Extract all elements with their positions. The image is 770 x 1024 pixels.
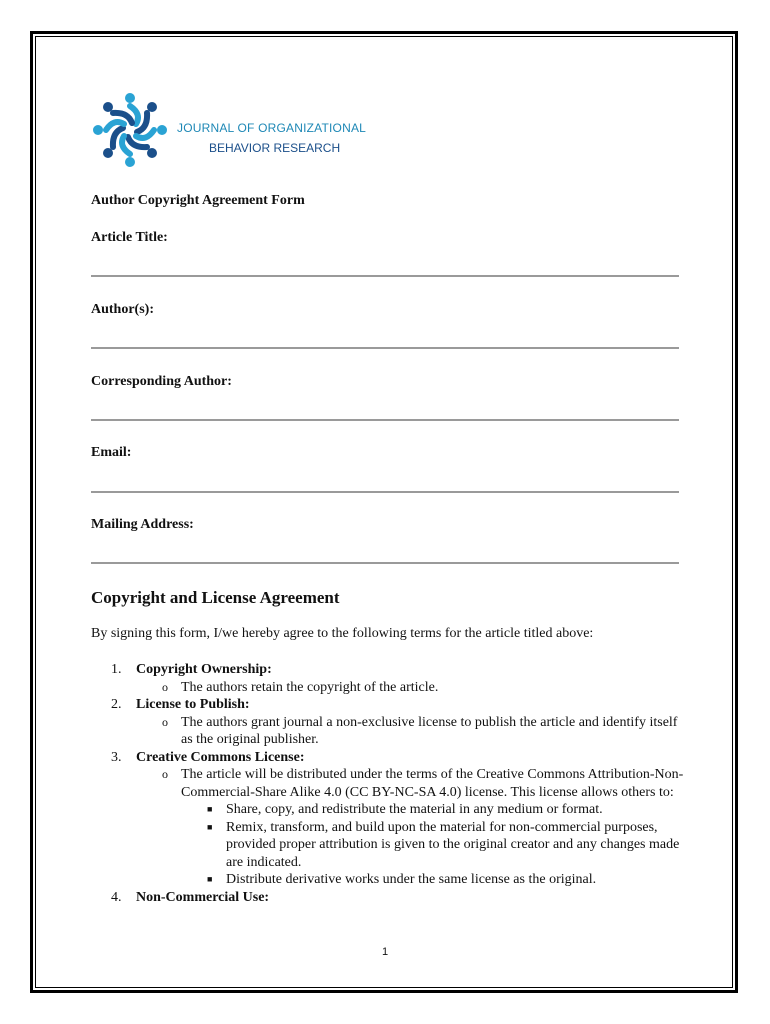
agreement-heading: Copyright and License Agreement (91, 588, 340, 607)
item-title: Non-Commercial Use: (136, 889, 270, 905)
bullet-item (181, 871, 691, 889)
bullet-text: Share, copy, and redistribute the material in any medium or format. (226, 802, 603, 817)
list-item (91, 749, 691, 889)
sub-item-text: The article will be distributed under the terms of the Creative Commons Attribution-Non-Commercial-Share Alike 4.0 (CC BY-NC-SA 4.0) license. This license allows others to: (181, 767, 684, 800)
list-item (91, 661, 691, 696)
item-title: License to Publish: (136, 697, 250, 712)
item-number: 4. (111, 889, 122, 905)
square-bullet-icon: ■ (207, 804, 213, 814)
email-label: Email: (91, 445, 132, 460)
email-line[interactable] (91, 491, 679, 493)
mailing-address-label: Mailing Address: (91, 517, 194, 532)
item-title: Copyright Ownership: (136, 662, 272, 677)
bullet-text: Remix, transform, and build upon the material for non-commercial purposes, provided proper attribution is given to the original creator and any changes made are indicated. (226, 819, 680, 870)
article-title-line[interactable] (91, 275, 679, 277)
circle-bullet-icon: o (162, 714, 168, 729)
sub-item-text: The authors retain the copyright of the article. (181, 679, 439, 695)
item-title: Creative Commons License: (136, 749, 305, 765)
list-item (91, 889, 691, 907)
journal-name-line2: BEHAVIOR RESEARCH (209, 141, 341, 155)
journal-name (177, 118, 366, 158)
sub-item (136, 766, 691, 889)
page-number: 1 (381, 946, 389, 958)
journal-name-line1: JOURNAL OF ORGANIZATIONAL (177, 121, 367, 135)
bullet-item (181, 801, 691, 819)
mailing-address-line[interactable] (91, 562, 679, 564)
corresponding-author-line[interactable] (91, 419, 679, 421)
form-title: Author Copyright Agreement Form (91, 193, 305, 208)
corresponding-author-label: Corresponding Author: (91, 374, 232, 389)
item-number: 2. (111, 697, 122, 712)
sub-item (136, 714, 691, 749)
agreement-intro: By signing this form, I/we hereby agree to the following terms for the article titled above: (91, 626, 594, 641)
item-number: 3. (111, 749, 122, 765)
square-bullet-icon: ■ (207, 821, 213, 832)
agreement-list (91, 661, 691, 906)
sub-item (136, 679, 691, 697)
list-item (91, 696, 691, 749)
circle-bullet-icon: o (162, 767, 168, 781)
bullet-item (181, 819, 691, 872)
bullet-text: Distribute derivative works under the same license as the original. (226, 872, 597, 887)
square-bullet-icon: ■ (207, 874, 213, 884)
authors-line[interactable] (91, 347, 679, 349)
sub-item-text: The authors grant journal a non-exclusive license to publish the article and identify itself as the original publisher. (181, 714, 678, 747)
authors-label: Author(s): (91, 302, 154, 317)
circle-bullet-icon: o (162, 679, 168, 694)
item-number: 1. (111, 662, 122, 677)
article-title-label: Article Title: (91, 230, 168, 245)
